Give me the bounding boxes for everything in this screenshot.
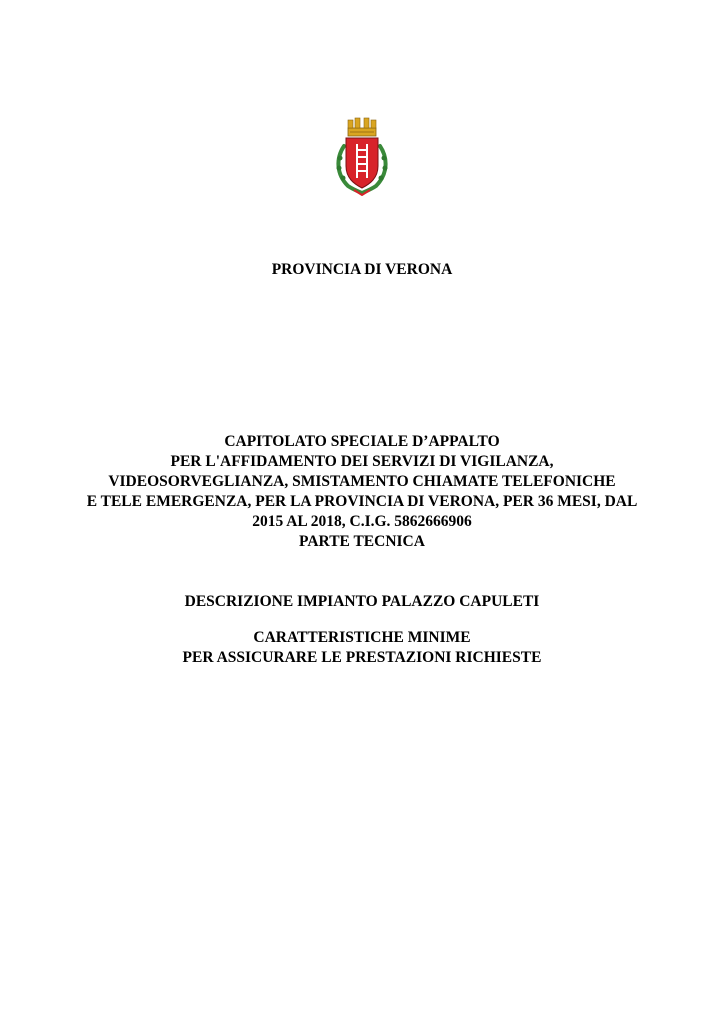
title-line: VIDEOSORVEGLIANZA, SMISTAMENTO CHIAMATE TELEFONICHE: [108, 473, 616, 490]
coat-of-arms-icon: [330, 114, 394, 196]
title-line: PARTE TECNICA: [299, 533, 425, 550]
document-title: [0, 432, 724, 552]
requirements-line: CARATTERISTICHE MINIME: [253, 629, 471, 646]
title-line: CAPITOLATO SPECIALE D’APPALTO: [224, 433, 500, 450]
requirements-heading: [0, 628, 724, 668]
requirements-line: PER ASSICURARE LE PRESTAZIONI RICHIESTE: [182, 649, 542, 666]
title-line: 2015 AL 2018, C.I.G. 5862666906: [252, 513, 472, 530]
description-heading: DESCRIZIONE IMPIANTO PALAZZO CAPULETI: [184, 593, 540, 610]
province-heading: PROVINCIA DI VERONA: [271, 261, 453, 278]
title-line: PER L'AFFIDAMENTO DEI SERVIZI DI VIGILANZA,: [170, 453, 554, 470]
title-line: E TELE EMERGENZA, PER LA PROVINCIA DI VERONA, PER 36 MESI, DAL: [86, 493, 638, 510]
